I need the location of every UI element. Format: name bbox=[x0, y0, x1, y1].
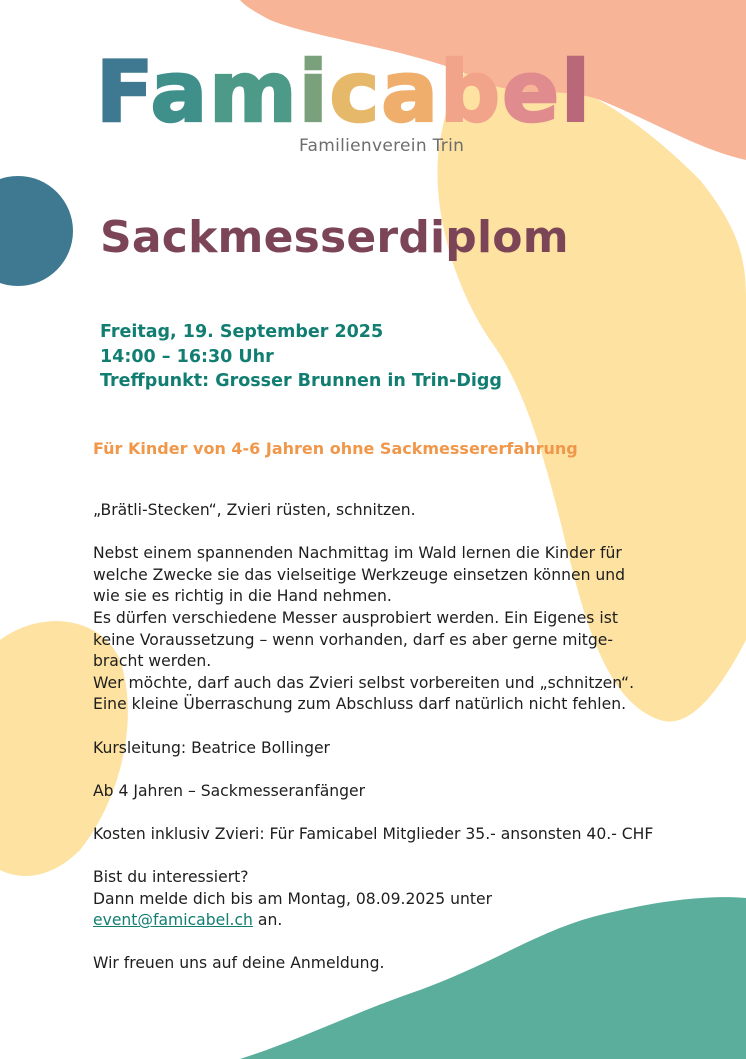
description-line: Es dürfen verschiedene Messer ausprobiert werden. Ein Eigenes ist bbox=[93, 608, 618, 627]
logo-letter: b bbox=[439, 43, 503, 141]
logo-letter: e bbox=[502, 43, 562, 141]
register-line: Dann melde dich bis am Montag, 08.09.2025 unter bbox=[93, 889, 492, 908]
description-line: welche Zwecke sie das vielseitige Werkzeuge einsetzen können und bbox=[93, 565, 626, 584]
email-line bbox=[93, 910, 733, 932]
age-line: Ab 4 Jahren – Sackmesseranfänger bbox=[93, 781, 366, 800]
cost-line: Kosten inklusiv Zvieri: Für Famicabel Mitglieder 35.- ansonsten 40.- CHF bbox=[93, 824, 654, 843]
logo-letter: l bbox=[561, 43, 592, 141]
event-date: Freitag, 19. September 2025 bbox=[100, 322, 384, 342]
logo-letter: c bbox=[329, 43, 382, 141]
email-link[interactable]: event@famicabel.ch bbox=[93, 911, 253, 930]
event-info bbox=[100, 320, 502, 394]
description-line: Nebst einem spannenden Nachmittag im Wald lernen die Kinder für bbox=[93, 544, 622, 563]
logo-letter: a bbox=[381, 43, 440, 141]
register-suffix: an. bbox=[252, 911, 283, 930]
description-line: Wer möchte, darf auch das Zvieri selbst vorbereiten und „schnitzen“. bbox=[93, 673, 635, 692]
logo-letter: a bbox=[150, 43, 210, 141]
interest-question: Bist du interessiert? bbox=[93, 868, 249, 887]
famicabel-logo bbox=[96, 43, 592, 141]
event-meeting-point: Treffpunkt: Grosser Brunnen in Trin-Digg bbox=[100, 371, 502, 391]
logo-subtitle: Familienverein Trin bbox=[299, 136, 465, 156]
closing-line: Wir freuen uns auf deine Anmeldung. bbox=[93, 954, 385, 973]
page-title: Sackmesserdiplom bbox=[100, 212, 569, 263]
description-line: bracht werden. bbox=[93, 652, 212, 671]
target-audience: Für Kinder von 4-6 Jahren ohne Sackmessererfahrung bbox=[93, 439, 578, 458]
description-line: keine Voraussetzung – wenn vorhanden, darf es aber gerne mitge- bbox=[93, 630, 614, 649]
intro-line: „Brätli-Stecken“, Zvieri rüsten, schnitzen. bbox=[93, 501, 416, 519]
logo-letter: i bbox=[298, 43, 330, 141]
body-text bbox=[93, 500, 733, 975]
event-time: 14:00 – 16:30 Uhr bbox=[100, 346, 274, 367]
instructor-line: Kursleitung: Beatrice Bollinger bbox=[93, 738, 330, 757]
description-line: Eine kleine Überraschung zum Abschluss darf natürlich nicht fehlen. bbox=[93, 695, 627, 714]
logo-letter: m bbox=[209, 43, 299, 141]
description-line: wie sie es richtig in die Hand nehmen. bbox=[93, 587, 392, 606]
logo-letter: F bbox=[96, 43, 151, 141]
blue-circle-left bbox=[0, 176, 73, 286]
